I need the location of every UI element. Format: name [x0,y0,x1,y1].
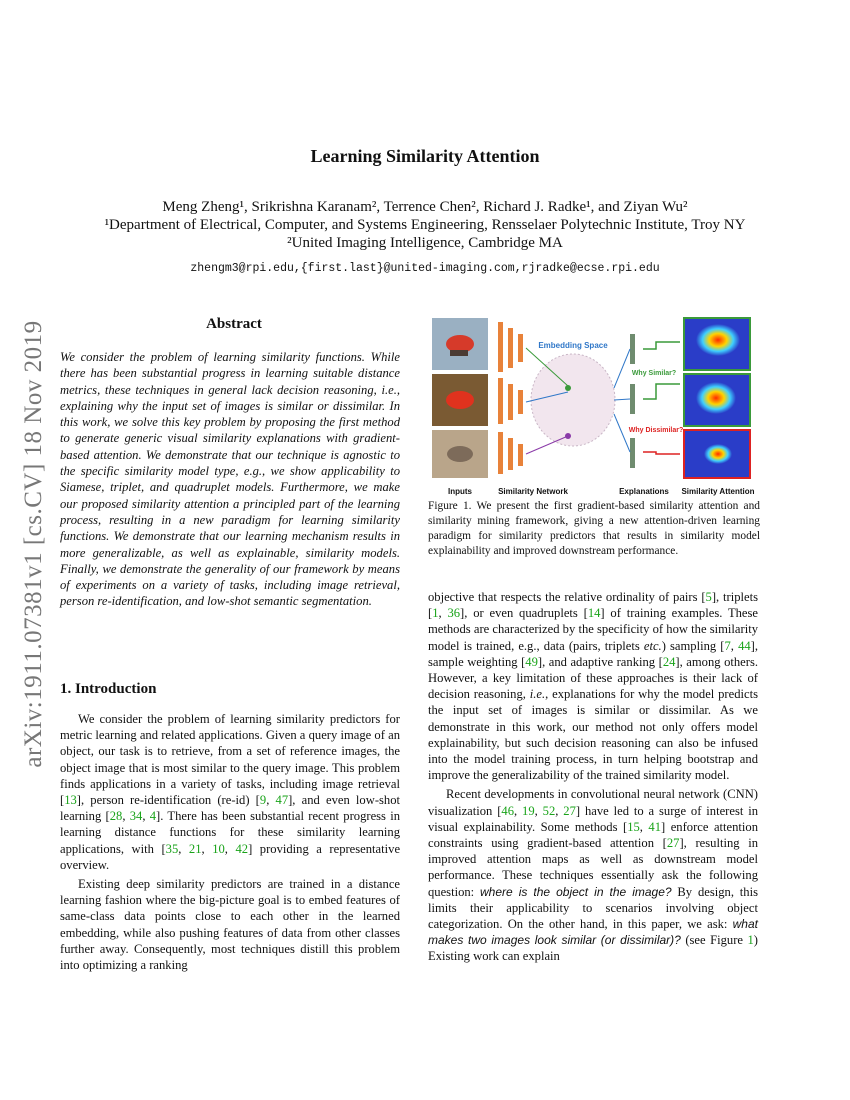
right-paragraph-2: Recent developments in convolutional neural network (CNN) visualization [46, 19, 52, 27] have led to a surge of interest in visual explainability. Some methods [15, 41] enforce attention constraints using gradient-based attention [27], resulting in improved attention maps as well as downstream model performance. These techniques essentially ask the following question: where is the object in the image? By design, this limits their applicability to scenarios involving object categorization. On the other hand, in this paper, we ask: what makes two images look similar (or dissimilar)? (see Figure 1) Existing work can explain [428,787,759,964]
citation-link[interactable]: 27 [666,836,680,851]
fig-label-embedding: Embedding Space [538,341,608,350]
citation-link[interactable]: 4 [149,809,157,824]
citation-link[interactable]: 7 [724,638,731,653]
authors-line: Meng Zheng¹, Srikrishna Karanam², Terrence Chen², Richard J. Radke¹, and Ziyan Wu² [162,199,688,215]
fig-label-attention: Similarity Attention [681,487,755,496]
author-emails: zhengm3@rpi.edu,{first.last}@united-imaging.com,rjradke@ecse.rpi.edu [190,262,660,275]
citation-link[interactable]: 14 [587,606,601,621]
abstract-text: We consider the problem of learning similarity functions. While there has been substantial progress in learning suitable distance metrics, these techniques in general lack decision reasoning, i.e., explaining why the input set of images is similar or dissimilar. In this work, we solve this key problem by proposing the first method to generate generic visual similarity explanations with gradient-based attention. We demonstrate that our technique is agnostic to the specific similarity model type, e.g., we show applicability to Siamese, triplet, and quadruplet models. Furthermore, we make our proposed similarity attention a principled part of the learning process, resulting in a new paradigm for learning similarity functions. We demonstrate that our learning mechanism results in more generalizable, as well as explainable, similarity models. Finally, we demonstrate the generality of our framework by means of experiments on a variety of tasks, including image retrieval, person re-identification, and low-shot semantic segmentation. [60,350,400,609]
citation-link[interactable]: 49 [525,654,538,669]
citation-link[interactable]: 21 [188,841,202,856]
abstract-heading: Abstract [206,316,262,332]
citation-link[interactable]: 5 [705,590,712,604]
citation-link[interactable]: 35 [165,841,179,856]
citation-link[interactable]: 15 [627,819,640,834]
right-paragraph-1: objective that respects the relative ordinality of pairs [5], triplets [1, 36], or even quadruplets [14] of training examples. These methods are characterized by the specificity of how the similarity model is trained, e.g., data (pairs, triplets etc.) sampling [7, 44], sample weighting [49], and adaptive ranking [24], among others. However, a key limitation of these approaches is their lack of decision reasoning, i.e., explanations for why the model predicts the input set of images is similar or dissimilar. As we demonstrate in this work, our method not only offers model explainability, but such decision reasoning can also be infused into the model training process, in turn helping bootstrap and improve the generalizability of the trained similarity model. [428,590,759,783]
intro-paragraph-2: Existing deep similarity predictors are trained in a distance learning fashion where the big-picture goal is to embed features of same-class data points close to each other in the learned embedding, while also pushing features of data from other classes further away. Consequently, most techniques distill this problem into optimizing a ranking [60,877,400,973]
citation-link[interactable]: 9 [259,793,267,808]
arxiv-sidebar-stamp: arXiv:1911.07381v1 [cs.CV] 18 Nov 2019 [20,320,47,768]
citation-link[interactable]: 13 [64,793,77,808]
author-block [0,198,850,252]
citation-link[interactable]: 19 [522,803,535,818]
citation-link[interactable]: 10 [212,841,225,856]
citation-link[interactable]: 27 [563,803,576,818]
citation-link[interactable]: 47 [275,793,289,808]
citation-link[interactable]: 42 [235,841,249,856]
fig-label-why-similar: Why Similar? [631,370,677,377]
paper-title: Learning Similarity Attention [310,146,540,166]
affiliation-2: ²United Imaging Intelligence, Cambridge MA [287,235,563,251]
citation-link[interactable]: 46 [501,803,515,818]
intro-paragraph-1: We consider the problem of learning similarity predictors for metric learning and related applications. Given a query image of an object, our task is to retrieve, from a set of reference images, the object image that is most similar to the query image. This problem finds applications in a variety of tasks, including image retrieval [13], person re-identification (re-id) [9, 47], and even low-shot learning [28, 34, 4]. There has been substantial recent progress in learning distance functions for these similarity learning applications, with [35, 21, 10, 42] providing a representative overview. [60,712,401,872]
citation-link[interactable]: 28 [109,809,123,824]
figure-1 [428,314,758,500]
figure-1-caption: Figure 1. We present the first gradient-based similarity attention and similarity mining framework, giving a new attention-driven learning paradigm for similarity predictors that results in similarity model explainability and improved downstream performance. [428,500,760,557]
citation-link[interactable]: 1 [432,606,439,621]
right-column-body [428,589,758,968]
fig-label-why-dissimilar: Why Dissimilar? [628,427,684,434]
citation-link[interactable]: 34 [129,809,143,824]
citation-link[interactable]: 24 [662,654,676,669]
section-heading-introduction: 1. Introduction [60,681,157,697]
fig-label-network: Similarity Network [498,487,568,496]
introduction-body [60,711,400,976]
citation-link[interactable]: 52 [542,803,556,818]
citation-link[interactable]: 44 [738,638,751,653]
network-bars [498,322,523,474]
citation-link[interactable]: 41 [648,819,662,834]
citation-link[interactable]: 36 [447,606,461,621]
fig-label-explanations: Explanations [619,487,669,496]
figure-link[interactable]: 1 [747,933,754,948]
affiliation-1: ¹Department of Electrical, Computer, and Systems Engineering, Rensselaer Polytechnic Institute, Troy NY [104,217,746,233]
explanation-bars [630,334,635,468]
fig-label-inputs: Inputs [448,487,472,496]
embedding-space-cloud [531,354,615,446]
